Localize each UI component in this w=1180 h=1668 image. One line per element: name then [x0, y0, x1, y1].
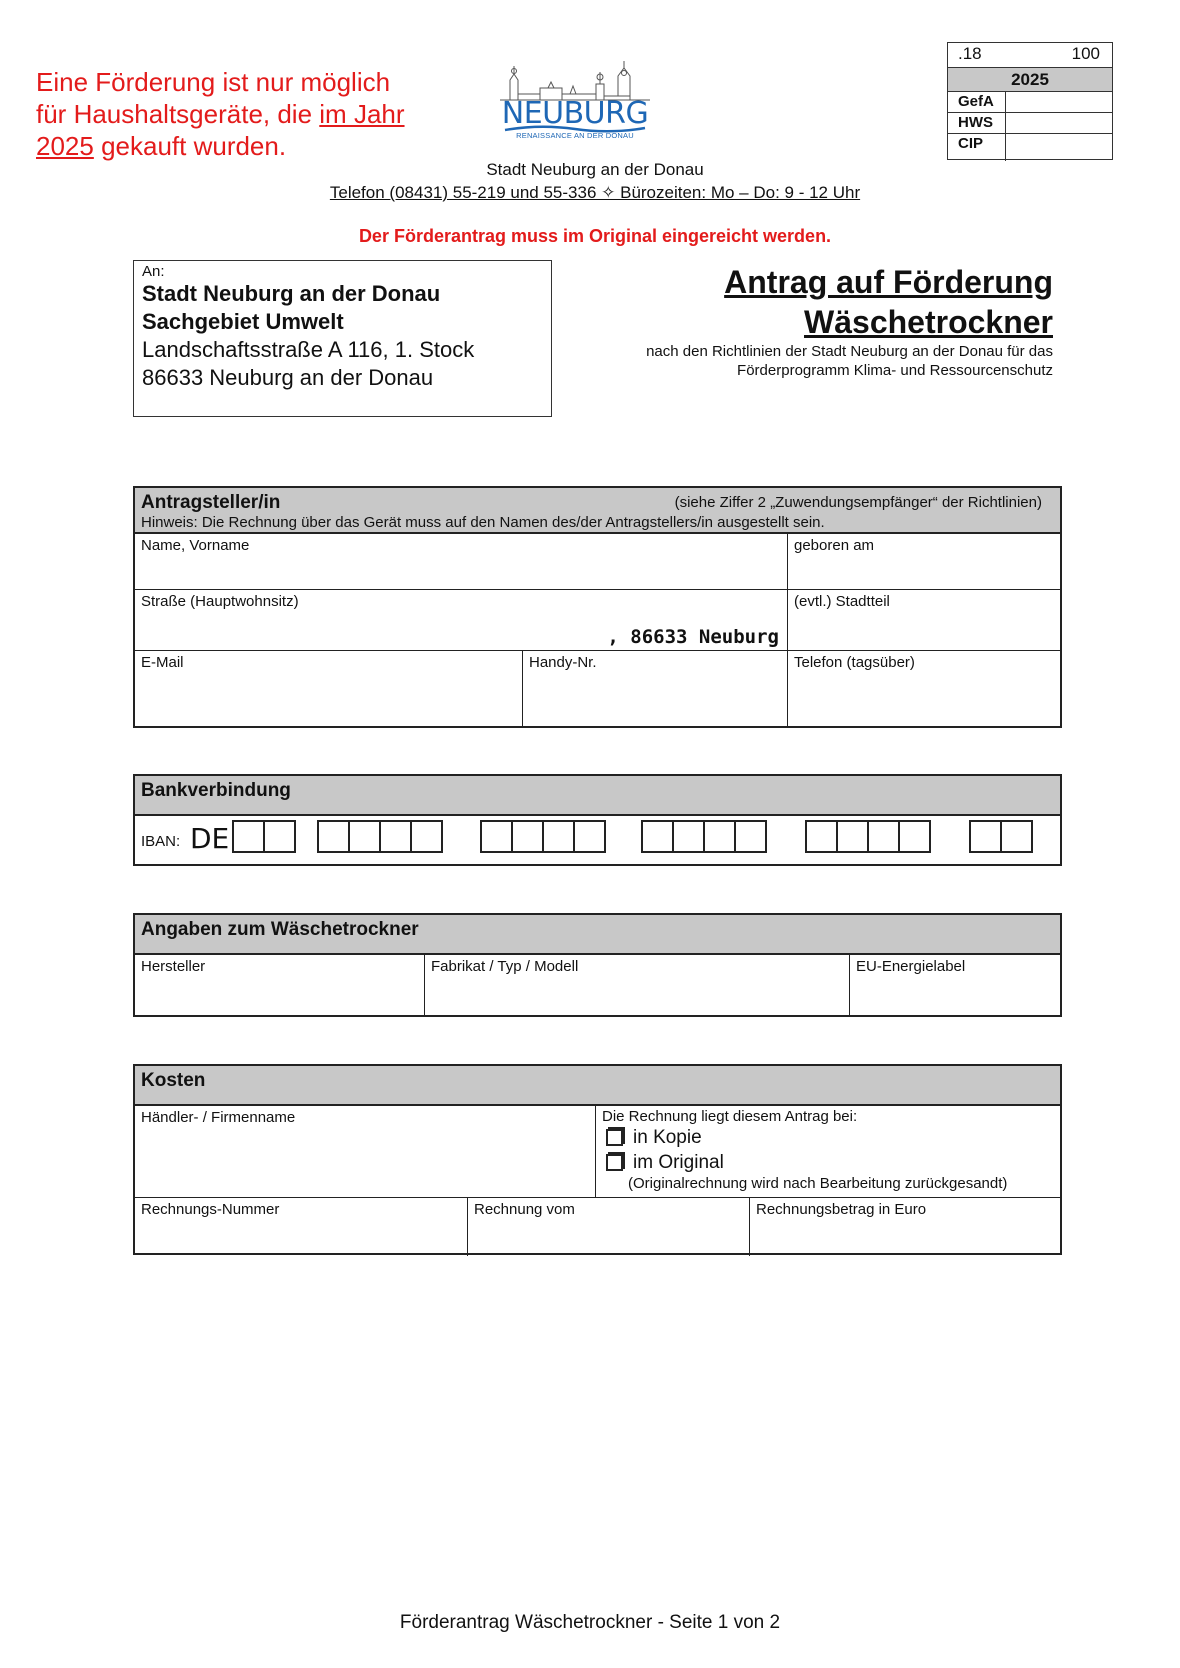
office-code-left: .18: [958, 44, 982, 63]
page-footer: Förderantrag Wäschetrockner - Seite 1 von 2: [399, 1612, 781, 1633]
iban-digit-box[interactable]: [573, 820, 606, 853]
dealer-label: Händler- / Firmenname: [141, 1109, 296, 1126]
iban-digit-box[interactable]: [836, 820, 869, 853]
purchase-year-notice: [36, 66, 456, 162]
device-row: [135, 955, 1060, 1015]
name-row: [135, 534, 1060, 590]
district-field[interactable]: [788, 590, 1060, 650]
iban-digit-box[interactable]: [511, 820, 544, 853]
form-subtitle-line-2: Förderprogramm Klima- und Ressourcenschutz: [737, 362, 1053, 379]
address-line-1: Stadt Neuburg an der Donau: [142, 281, 441, 306]
device-section: [133, 913, 1062, 1017]
office-year: 2025: [948, 68, 1112, 92]
phone-office-hours: Telefon (08431) 55-219 und 55-336 ✧ Bürozeiten: Mo – Do: 9 - 12 Uhr: [329, 183, 861, 202]
iban-digit-box[interactable]: [641, 820, 674, 853]
original-return-note: (Originalrechnung wird nach Bearbeitung zurückgesandt): [628, 1175, 1008, 1192]
office-row-value[interactable]: [1006, 113, 1112, 133]
iban-group-1: [317, 820, 441, 853]
name-label: Name, Vorname: [141, 537, 250, 554]
office-row-gefa: [948, 92, 1112, 113]
office-code-row: [948, 43, 1112, 68]
dealer-row: [135, 1106, 1060, 1198]
form-title: [600, 262, 1053, 342]
iban-digit-box[interactable]: [805, 820, 838, 853]
address-line-3: Landschaftsstraße A 116, 1. Stock: [142, 337, 475, 362]
iban-digit-box[interactable]: [232, 820, 265, 853]
office-row-hws: [948, 113, 1112, 134]
address-to-label: An:: [142, 263, 165, 280]
recipient-address: [133, 260, 552, 417]
invoice-attached-label: Die Rechnung liegt diesem Antrag bei:: [602, 1108, 858, 1125]
device-title: Angaben zum Wäschetrockner: [141, 919, 419, 940]
form-subtitle-line-1: nach den Richtlinien der Stadt Neuburg an der Donau für das: [646, 343, 1053, 360]
invoice-attachment: [596, 1106, 1060, 1197]
office-row-label: CIP: [948, 134, 1006, 161]
invoice-date-label: Rechnung vom: [474, 1201, 575, 1218]
mobile-label: Handy-Nr.: [529, 654, 597, 671]
office-row-cip: [948, 134, 1112, 161]
office-use-box: [947, 42, 1113, 160]
iban-row: [135, 816, 1060, 864]
notice-line-2-underlined: im Jahr: [319, 99, 405, 129]
email-label: E-Mail: [141, 654, 184, 671]
dealer-field[interactable]: [135, 1106, 596, 1197]
original-option[interactable]: [602, 1150, 1054, 1175]
iban-digit-box[interactable]: [867, 820, 900, 853]
neuburg-logo: [500, 58, 650, 144]
iban-group-check: [232, 820, 294, 853]
applicant-header: [135, 488, 1060, 534]
iban-digit-box[interactable]: [263, 820, 296, 853]
invoice-amount-label: Rechnungsbetrag in Euro: [756, 1201, 927, 1218]
iban-group-3: [641, 820, 765, 853]
original-label: im Original: [633, 1152, 724, 1173]
costs-section: [133, 1064, 1062, 1255]
iban-digit-box[interactable]: [1000, 820, 1033, 853]
model-label: Fabrikat / Typ / Modell: [431, 958, 579, 975]
email-field[interactable]: [135, 651, 523, 728]
iban-digit-box[interactable]: [348, 820, 381, 853]
form-title-line-2: Wäschetrockner: [804, 304, 1053, 340]
office-row-value[interactable]: [1006, 92, 1112, 112]
street-field[interactable]: [135, 590, 788, 650]
bank-title: Bankverbindung: [141, 780, 291, 801]
applicant-section: [133, 486, 1062, 728]
city-suffix: , 86633 Neuburg: [607, 626, 779, 648]
applicant-reference: (siehe Ziffer 2 „Zuwendungsempfänger“ der Richtlinien): [674, 494, 1042, 511]
address-line-2: Sachgebiet Umwelt: [142, 309, 344, 334]
logo-wordmark: NEUBURG: [501, 96, 649, 131]
phone-label: Telefon (tagsüber): [794, 654, 915, 671]
birthdate-label: geboren am: [794, 537, 875, 554]
device-header: [135, 915, 1060, 955]
copy-option[interactable]: [602, 1125, 1054, 1150]
invoice-row: [135, 1198, 1060, 1256]
iban-digit-box[interactable]: [703, 820, 736, 853]
iban-digit-box[interactable]: [379, 820, 412, 853]
costs-header: [135, 1066, 1060, 1106]
mobile-field[interactable]: [523, 651, 788, 728]
costs-title: Kosten: [141, 1070, 206, 1091]
notice-line-2: [36, 98, 456, 130]
notice-line-1: Eine Förderung ist nur möglich: [36, 67, 391, 97]
birthdate-field[interactable]: [788, 534, 1060, 589]
copy-checkbox[interactable]: [606, 1129, 623, 1146]
energy-label-label: EU-Energielabel: [856, 958, 966, 975]
model-field[interactable]: [425, 955, 850, 1015]
logo-subline: RENAISSANCE AN DER DONAU: [516, 131, 634, 140]
applicant-hint: Hinweis: Die Rechnung über das Gerät muss auf den Namen des/der Antragstellers/in ausgestellt sein.: [141, 514, 825, 531]
applicant-title: Antragsteller/in: [141, 492, 281, 513]
iban-digit-box[interactable]: [317, 820, 350, 853]
notice-line-2-text: für Haushaltsgeräte, die: [36, 99, 320, 129]
iban-digit-box[interactable]: [480, 820, 513, 853]
phone-field[interactable]: [788, 651, 1060, 728]
form-title-line-1: Antrag auf Förderung: [724, 264, 1053, 300]
notice-line-3-underlined: 2025: [36, 131, 94, 161]
original-submission-note: Der Förderantrag muss im Original eingereicht werden.: [358, 226, 832, 246]
iban-group-2: [480, 820, 604, 853]
manufacturer-label: Hersteller: [141, 958, 206, 975]
iban-digit-box[interactable]: [734, 820, 767, 853]
iban-label: IBAN:: [141, 833, 181, 850]
manufacturer-field[interactable]: [135, 955, 425, 1015]
original-checkbox[interactable]: [606, 1154, 623, 1171]
bank-header: [135, 776, 1060, 816]
notice-line-3-text: gekauft wurden.: [93, 131, 287, 161]
name-field[interactable]: [135, 534, 788, 589]
city-name: Stadt Neuburg an der Donau: [486, 160, 704, 179]
invoice-number-label: Rechnungs-Nummer: [141, 1201, 280, 1218]
iban-group-4: [805, 820, 929, 853]
iban-digit-box[interactable]: [410, 820, 443, 853]
district-label: (evtl.) Stadtteil: [794, 593, 890, 610]
street-row: [135, 590, 1060, 651]
bank-section: [133, 774, 1062, 866]
invoice-number-field[interactable]: [135, 1198, 468, 1256]
invoice-amount-field[interactable]: [750, 1198, 1060, 1256]
office-row-label: GefA: [948, 92, 1006, 112]
address-line-4: 86633 Neuburg an der Donau: [142, 365, 434, 390]
copy-label: in Kopie: [633, 1127, 702, 1148]
iban-group-5: [969, 820, 1031, 853]
notice-line-3: [36, 130, 456, 162]
contact-row: [135, 651, 1060, 728]
iban-digit-box[interactable]: [969, 820, 1002, 853]
form-subtitle: [600, 342, 1053, 380]
iban-digit-box[interactable]: [898, 820, 931, 853]
street-label: Straße (Hauptwohnsitz): [141, 593, 299, 610]
iban-digit-box[interactable]: [672, 820, 705, 853]
office-row-value[interactable]: [1006, 134, 1112, 161]
office-row-label: HWS: [948, 113, 1006, 133]
office-code-right: 100: [1071, 44, 1100, 63]
iban-country: DE: [190, 822, 230, 855]
energy-label-field[interactable]: [850, 955, 1060, 1015]
invoice-date-field[interactable]: [468, 1198, 750, 1256]
iban-digit-box[interactable]: [542, 820, 575, 853]
